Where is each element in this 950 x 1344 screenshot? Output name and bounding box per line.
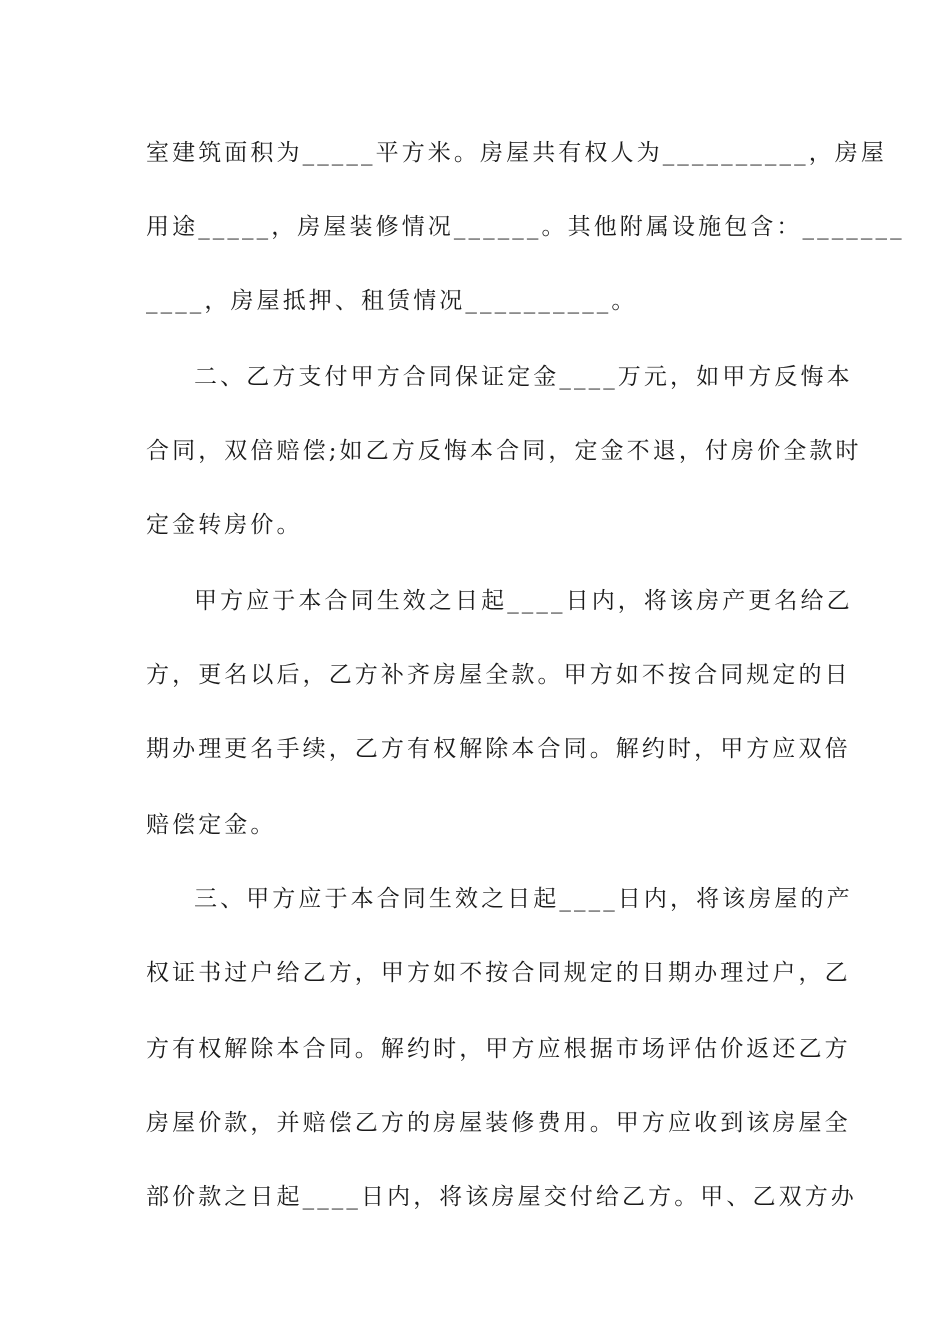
text-line: 方，更名以后，乙方补齐房屋全款。甲方如不按合同规定的日 — [146, 662, 851, 688]
text-line: 方有权解除本合同。解约时，甲方应根据市场评估价返还乙方 — [146, 1036, 851, 1062]
text-line: 房屋价款，并赔偿乙方的房屋装修费用。甲方应收到该房屋全 — [146, 1110, 851, 1136]
text-line: 定金转房价。 — [146, 512, 303, 538]
text-line: 室建筑面积为_____平方米。房屋共有权人为__________，房屋 — [146, 140, 887, 166]
text-line: 期办理更名手续，乙方有权解除本合同。解约时，甲方应双倍 — [146, 736, 851, 762]
text-line: 合同，双倍赔偿;如乙方反悔本合同，定金不退，付房价全款时 — [146, 438, 862, 464]
text-line: ____，房屋抵押、租赁情况__________。 — [146, 288, 638, 314]
paragraph-first-line: 二、乙方支付甲方合同保证定金____万元，如甲方反悔本 — [194, 364, 853, 390]
text-line: 用途_____，房屋装修情况______。其他附属设施包含：_______ — [146, 214, 905, 240]
paragraph-first-line: 甲方应于本合同生效之日起____日内，将该房产更名给乙 — [194, 588, 853, 614]
text-line: 权证书过户给乙方，甲方如不按合同规定的日期办理过户，乙 — [146, 960, 851, 986]
text-line: 赔偿定金。 — [146, 812, 277, 838]
paragraph-first-line: 三、甲方应于本合同生效之日起____日内，将该房屋的产 — [194, 886, 853, 912]
text-line: 部价款之日起____日内，将该房屋交付给乙方。甲、乙双方办 — [146, 1184, 857, 1210]
